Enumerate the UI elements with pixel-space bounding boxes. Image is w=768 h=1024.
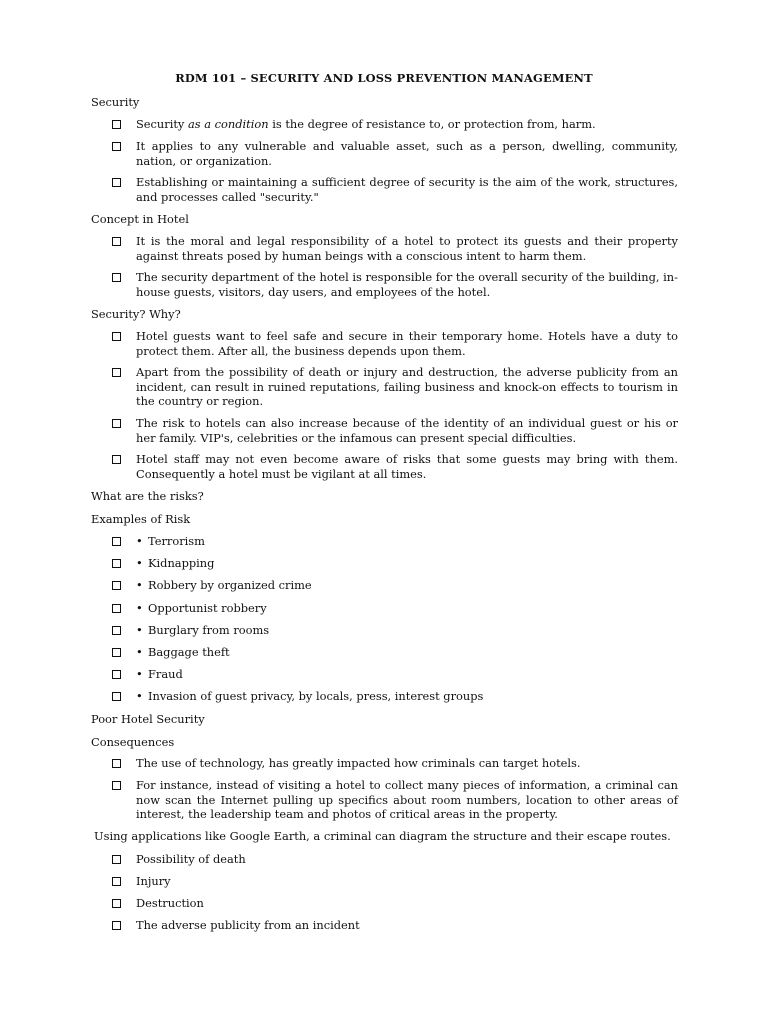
checkbox-icon — [112, 759, 121, 768]
heading-poor-hotel-security: Poor Hotel Security — [91, 712, 205, 726]
bullet-icon: • — [136, 645, 143, 659]
checkbox-icon — [112, 178, 121, 187]
list-item — [112, 175, 678, 204]
list-item — [112, 270, 678, 299]
item-text: Apart from the possibility of death or injury and destruction, the adverse publicity from an incident, can result in ruined reputations, failing business and knock-on effects to tourism in the country or region. — [136, 365, 678, 409]
item-text: The use of technology, has greatly impacted how criminals can target hotels. — [136, 756, 581, 770]
checkbox-icon — [112, 120, 121, 129]
risk-list-item — [112, 534, 678, 549]
list-item — [112, 452, 678, 481]
risk-list-item — [112, 667, 678, 682]
risk-label: Burglary from rooms — [148, 623, 270, 637]
list-item — [112, 778, 678, 822]
list-item — [112, 365, 678, 409]
checkbox-icon — [112, 877, 121, 886]
risk-list-item — [112, 601, 678, 616]
item-text: It is the moral and legal responsibility of a hotel to protect its guests and their property against threats posed by human beings with a conscious intent to harm them. — [136, 234, 678, 263]
heading-security: Security — [91, 95, 140, 109]
list-item — [112, 234, 678, 263]
item-text: It applies to any vulnerable and valuable asset, such as a person, dwelling, community, nation, or organization. — [136, 139, 678, 168]
checkbox-icon — [112, 142, 121, 151]
risk-label: Terrorism — [148, 534, 205, 548]
risk-list-item — [112, 689, 678, 704]
bullet-icon: • — [136, 601, 143, 615]
risk-label: Fraud — [148, 667, 183, 681]
risk-list-item — [112, 645, 678, 660]
checkbox-icon — [112, 368, 121, 377]
item-text: Establishing or maintaining a sufficient degree of security is the aim of the work, structures, and processes called "security." — [136, 175, 678, 204]
risk-list-item — [112, 578, 678, 593]
bullet-icon: • — [136, 667, 143, 681]
list-item — [112, 416, 678, 445]
checkbox-icon — [112, 899, 121, 908]
checkbox-icon — [112, 559, 121, 568]
note-google-earth: Using applications like Google Earth, a criminal can diagram the structure and their escape routes. — [94, 829, 671, 843]
checkbox-icon — [112, 670, 121, 679]
item-text: Hotel staff may not even become aware of risks that some guests may bring with them. Consequently a hotel must be vigilant at all times. — [136, 452, 678, 481]
risk-label: Robbery by organized crime — [148, 578, 312, 592]
checkbox-icon — [112, 332, 121, 341]
item-text: For instance, instead of visiting a hotel to collect many pieces of information, a criminal can now scan the Internet pulling up specifics about room numbers, location to other areas of interest, the leadership team and photos of critical areas in the property. — [136, 778, 678, 822]
bullet-icon: • — [136, 623, 143, 637]
checkbox-icon — [112, 921, 121, 930]
checkbox-icon — [112, 273, 121, 282]
item-text: Hotel guests want to feel safe and secure in their temporary home. Hotels have a duty to protect them. After all, the business depends upon them. — [136, 329, 678, 358]
list-item — [112, 756, 678, 771]
risk-label: Invasion of guest privacy, by locals, press, interest groups — [148, 689, 484, 703]
list-item — [112, 329, 678, 358]
risk-list-item — [112, 556, 678, 571]
risk-label: Kidnapping — [148, 556, 215, 570]
outcome-label: The adverse publicity from an incident — [136, 918, 360, 932]
checkbox-icon — [112, 626, 121, 635]
checkbox-icon — [112, 455, 121, 464]
item-text — [136, 117, 678, 132]
item-text: The risk to hotels can also increase because of the identity of an individual guest or his or her family. VIP's, celebrities or the infamous can present special difficulties. — [136, 416, 678, 445]
item-rest: is the degree of resistance to, or protection from, harm. — [272, 117, 596, 131]
outcome-label: Injury — [136, 874, 171, 888]
outcome-list-item — [112, 896, 678, 911]
checkbox-icon — [112, 648, 121, 657]
outcome-list-item — [112, 852, 678, 867]
checkbox-icon — [112, 604, 121, 613]
heading-examples-of-risk: Examples of Risk — [91, 512, 191, 526]
bullet-icon: • — [136, 534, 143, 548]
bullet-icon: • — [136, 689, 143, 703]
checkbox-icon — [112, 855, 121, 864]
bullet-icon: • — [136, 578, 143, 592]
heading-consequences: Consequences — [91, 735, 175, 749]
outcome-label: Destruction — [136, 896, 204, 910]
outcome-list-item — [112, 918, 678, 933]
checkbox-icon — [112, 692, 121, 701]
checkbox-icon — [112, 419, 121, 428]
checkbox-icon — [112, 537, 121, 546]
document-title: RDM 101 – SECURITY AND LOSS PREVENTION MANAGEMENT — [175, 71, 593, 85]
list-item — [112, 139, 678, 168]
checkbox-icon — [112, 237, 121, 246]
heading-security-why: Security? Why? — [91, 307, 181, 321]
risk-label: Baggage theft — [148, 645, 230, 659]
checkbox-icon — [112, 581, 121, 590]
risk-label: Opportunist robbery — [148, 601, 267, 615]
bullet-icon: • — [136, 556, 143, 570]
risk-list-item — [112, 623, 678, 638]
checkbox-icon — [112, 781, 121, 790]
list-item — [112, 117, 678, 132]
heading-what-are-the-risks: What are the risks? — [91, 489, 204, 503]
heading-concept-in-hotel: Concept in Hotel — [91, 212, 189, 226]
item-lead: Security — [136, 117, 185, 131]
outcome-label: Possibility of death — [136, 852, 246, 866]
outcome-list-item — [112, 874, 678, 889]
item-emphasis: as a condition — [188, 117, 269, 131]
item-text: The security department of the hotel is responsible for the overall security of the building, in-house guests, visitors, day users, and employees of the hotel. — [136, 270, 678, 299]
